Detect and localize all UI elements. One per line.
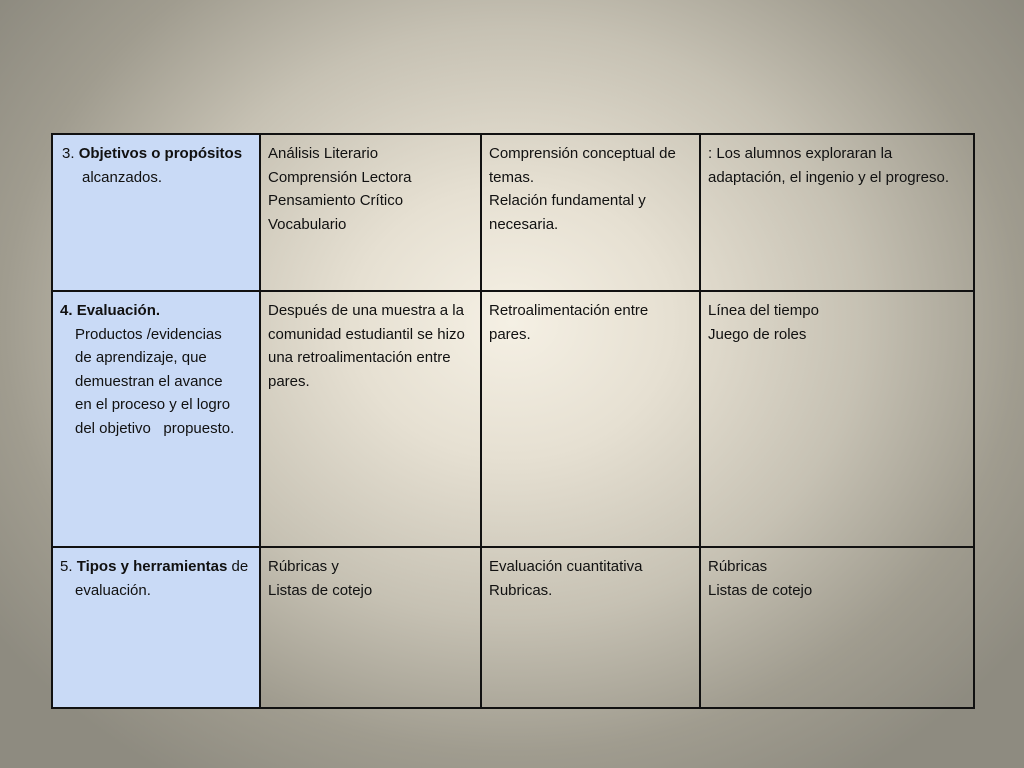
cell-line: adaptación, el ingenio y el progreso.: [708, 168, 949, 186]
table-cell: [260, 547, 481, 708]
cell-line: Vocabulario: [268, 215, 347, 233]
cell-line: temas.: [489, 168, 535, 186]
cell-line: Retroalimentación entre: [489, 302, 649, 319]
row-title: Objetivos o propósitos: [78, 145, 243, 162]
table-row-objectives: [52, 134, 974, 291]
objectives-table: [51, 133, 975, 709]
cell-line: Pensamiento Crítico: [268, 192, 404, 209]
cell-line: Listas de cotejo: [708, 581, 813, 599]
row-label-line: de aprendizaje, que: [75, 349, 207, 366]
row-label-line: demuestran el avance: [75, 372, 223, 390]
row-title-rest: de: [227, 558, 249, 575]
cell-line: Comprensión Lectora: [268, 168, 412, 186]
cell-line: necesaria.: [489, 215, 559, 233]
cell-line: Después de una muestra a la: [268, 302, 464, 319]
cell-line: Línea del tiempo: [708, 302, 819, 319]
cell-line: Rúbricas y: [268, 558, 339, 575]
table-row-evaluation: [52, 291, 974, 547]
table-cell: [481, 291, 700, 547]
row-title: Tipos y herramientas: [76, 558, 228, 575]
table-cell: [700, 134, 974, 291]
row-label-line: del objetivo propuesto.: [75, 419, 235, 437]
row-title: Evaluación.: [76, 302, 161, 319]
cell-line: pares.: [489, 325, 531, 343]
cell-line: Análisis Literario: [268, 145, 379, 162]
table-cell: [700, 291, 974, 547]
cell-line: una retroalimentación entre: [268, 349, 451, 366]
row-label-line: en el proceso y el logro: [75, 396, 231, 413]
table-cell: [481, 547, 700, 708]
table-row-tools: [52, 547, 974, 708]
cell-line: : Los alumnos exploraran la: [708, 145, 893, 162]
cell-line: Evaluación cuantitativa: [489, 558, 643, 575]
cell-line: Relación fundamental y: [489, 192, 646, 209]
row-number: 4.: [60, 302, 77, 319]
row-label-line: Productos /evidencias: [75, 325, 222, 343]
row-label-cell: [52, 134, 260, 291]
cell-line: Listas de cotejo: [268, 581, 373, 599]
table-cell: [700, 547, 974, 708]
row-label-cell: [52, 547, 260, 708]
cell-line: pares.: [268, 372, 310, 390]
row-number: 3.: [62, 145, 79, 162]
table-cell: [260, 134, 481, 291]
cell-line: Comprensión conceptual de: [489, 145, 676, 162]
cell-line: comunidad estudiantil se hizo: [268, 325, 465, 343]
table-cell: [481, 134, 700, 291]
table-cell: [260, 291, 481, 547]
row-label-line: evaluación.: [75, 581, 151, 599]
row-number: 5.: [60, 558, 77, 575]
row-label-line: alcanzados.: [82, 168, 163, 186]
cell-line: Juego de roles: [708, 325, 807, 343]
cell-line: Rúbricas: [708, 558, 768, 575]
cell-line: Rubricas.: [489, 581, 553, 599]
row-label-cell: [52, 291, 260, 547]
